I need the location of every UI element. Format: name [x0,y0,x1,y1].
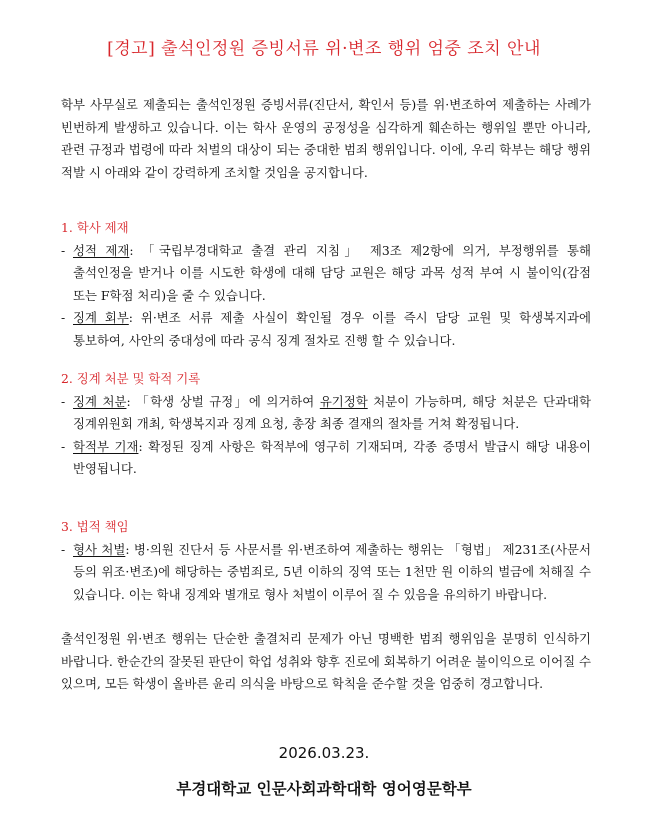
bullet-dash: - [61,438,66,454]
section-heading: 3. 법적 책임 [61,519,129,534]
item-term: 징계 회부 [73,310,129,326]
section-heading: 1. 학사 제재 [61,220,129,235]
item-text: : 「국립부경대학교 출결 관리 지침」 제3조 제2항에 의거, 부정행위를 통해 출석인정을 받거나 이를 시도한 학생에 대해 담당 교원은 해당 과목 성적 부여 시 불이익(감점 또는 F학점 처리)을 줄 수 있습니다. [73,242,592,303]
bullet-dash: - [61,541,66,557]
item-term: 형사 처벌 [73,541,126,557]
notice-title: [경고] 출석인정원 증빙서류 위·변조 행위 엄중 조치 안내 [107,39,541,59]
item-term: 성적 제재 [73,242,130,258]
item-text: : 위·변조 서류 제출 사실이 확인될 경우 이를 즉시 담당 교원 및 학생복지과에 통보하여, 사안의 중대성에 따라 공식 징계 절차로 진행 할 수 있습니다. [73,310,591,348]
item-text: 처분이 가능하며, 해당 처분은 단과대학 징계위원회 개최, 학생복지과 징계 요청, 총장 최종 결재의 절차를 거쳐 확정됩니다. [73,393,591,432]
list-item [61,539,591,607]
section-academic-sanctions [61,217,591,353]
bullet-dash: - [61,393,66,409]
item-text: : 병·의원 진단서 등 사문서를 위·변조하여 제출하는 행위는 「형법」 제231조(사문서 등의 위조·변조)에 해당하는 중범죄로, 5년 이하의 징역 또는 1천만 원 이하의 벌금에 처해질 수 있습니다. 이는 학내 징계와 별개로 형사 처벌이 이루어 질 수 있음을 유의하기 바랍니다. [73,541,591,602]
notice-date: 2026.03.23. [278,744,370,762]
section-legal-liability [61,516,591,606]
closing-paragraph: 출석인정원 위·변조 행위는 단순한 출결처리 문제가 아닌 명백한 범죄 행위임을 분명히 인식하기 바랍니다. 한순간의 잘못된 판단이 학업 성취와 향후 진로에 회복하기 어려운 불이익으로 이어질 수 있으며, 모든 학생이 올바른 윤리 의식을 바탕으로 학칙을 준수할 것을 엄중히 경고합니다. [61,631,591,692]
item-term: 학적부 기재 [73,438,139,454]
list-item [61,240,591,308]
bullet-dash: - [61,242,66,258]
item-text: : 확정된 징계 사항은 학적부에 영구히 기재되며, 각종 증명서 발급시 해당 내용이 반영됩니다. [73,438,591,477]
list-item [61,391,591,436]
item-term: 징계 처분 [73,393,127,409]
item-text-before: : 「학생 상벌 규정」에 의거하여 [126,393,320,409]
list-item [61,436,591,481]
item-inline-term: 유기정학 [319,393,368,409]
list-item [61,307,591,352]
bullet-dash: - [61,310,66,326]
section-heading: 2. 징계 처분 및 학적 기록 [61,371,201,386]
section-disciplinary-records [61,368,591,481]
issuer-signature: 부경대학교 인문사회과학대학 영어영문학부 [176,779,472,798]
intro-paragraph: 학부 사무실로 제출되는 출석인정원 증빙서류(진단서, 확인서 등)를 위·변조하여 제출하는 사례가 빈번하게 발생하고 있습니다. 이는 학사 운영의 공정성을 심각하게 훼손하는 행위일 뿐만 아니라, 관련 규정과 법령에 따라 처벌의 대상이 되는 중대한 범죄 행위입니다. 이에, 우리 학부는 해당 행위 적발 시 아래와 같이 강력하게 조치할 것임을 공지합니다. [61,97,591,180]
